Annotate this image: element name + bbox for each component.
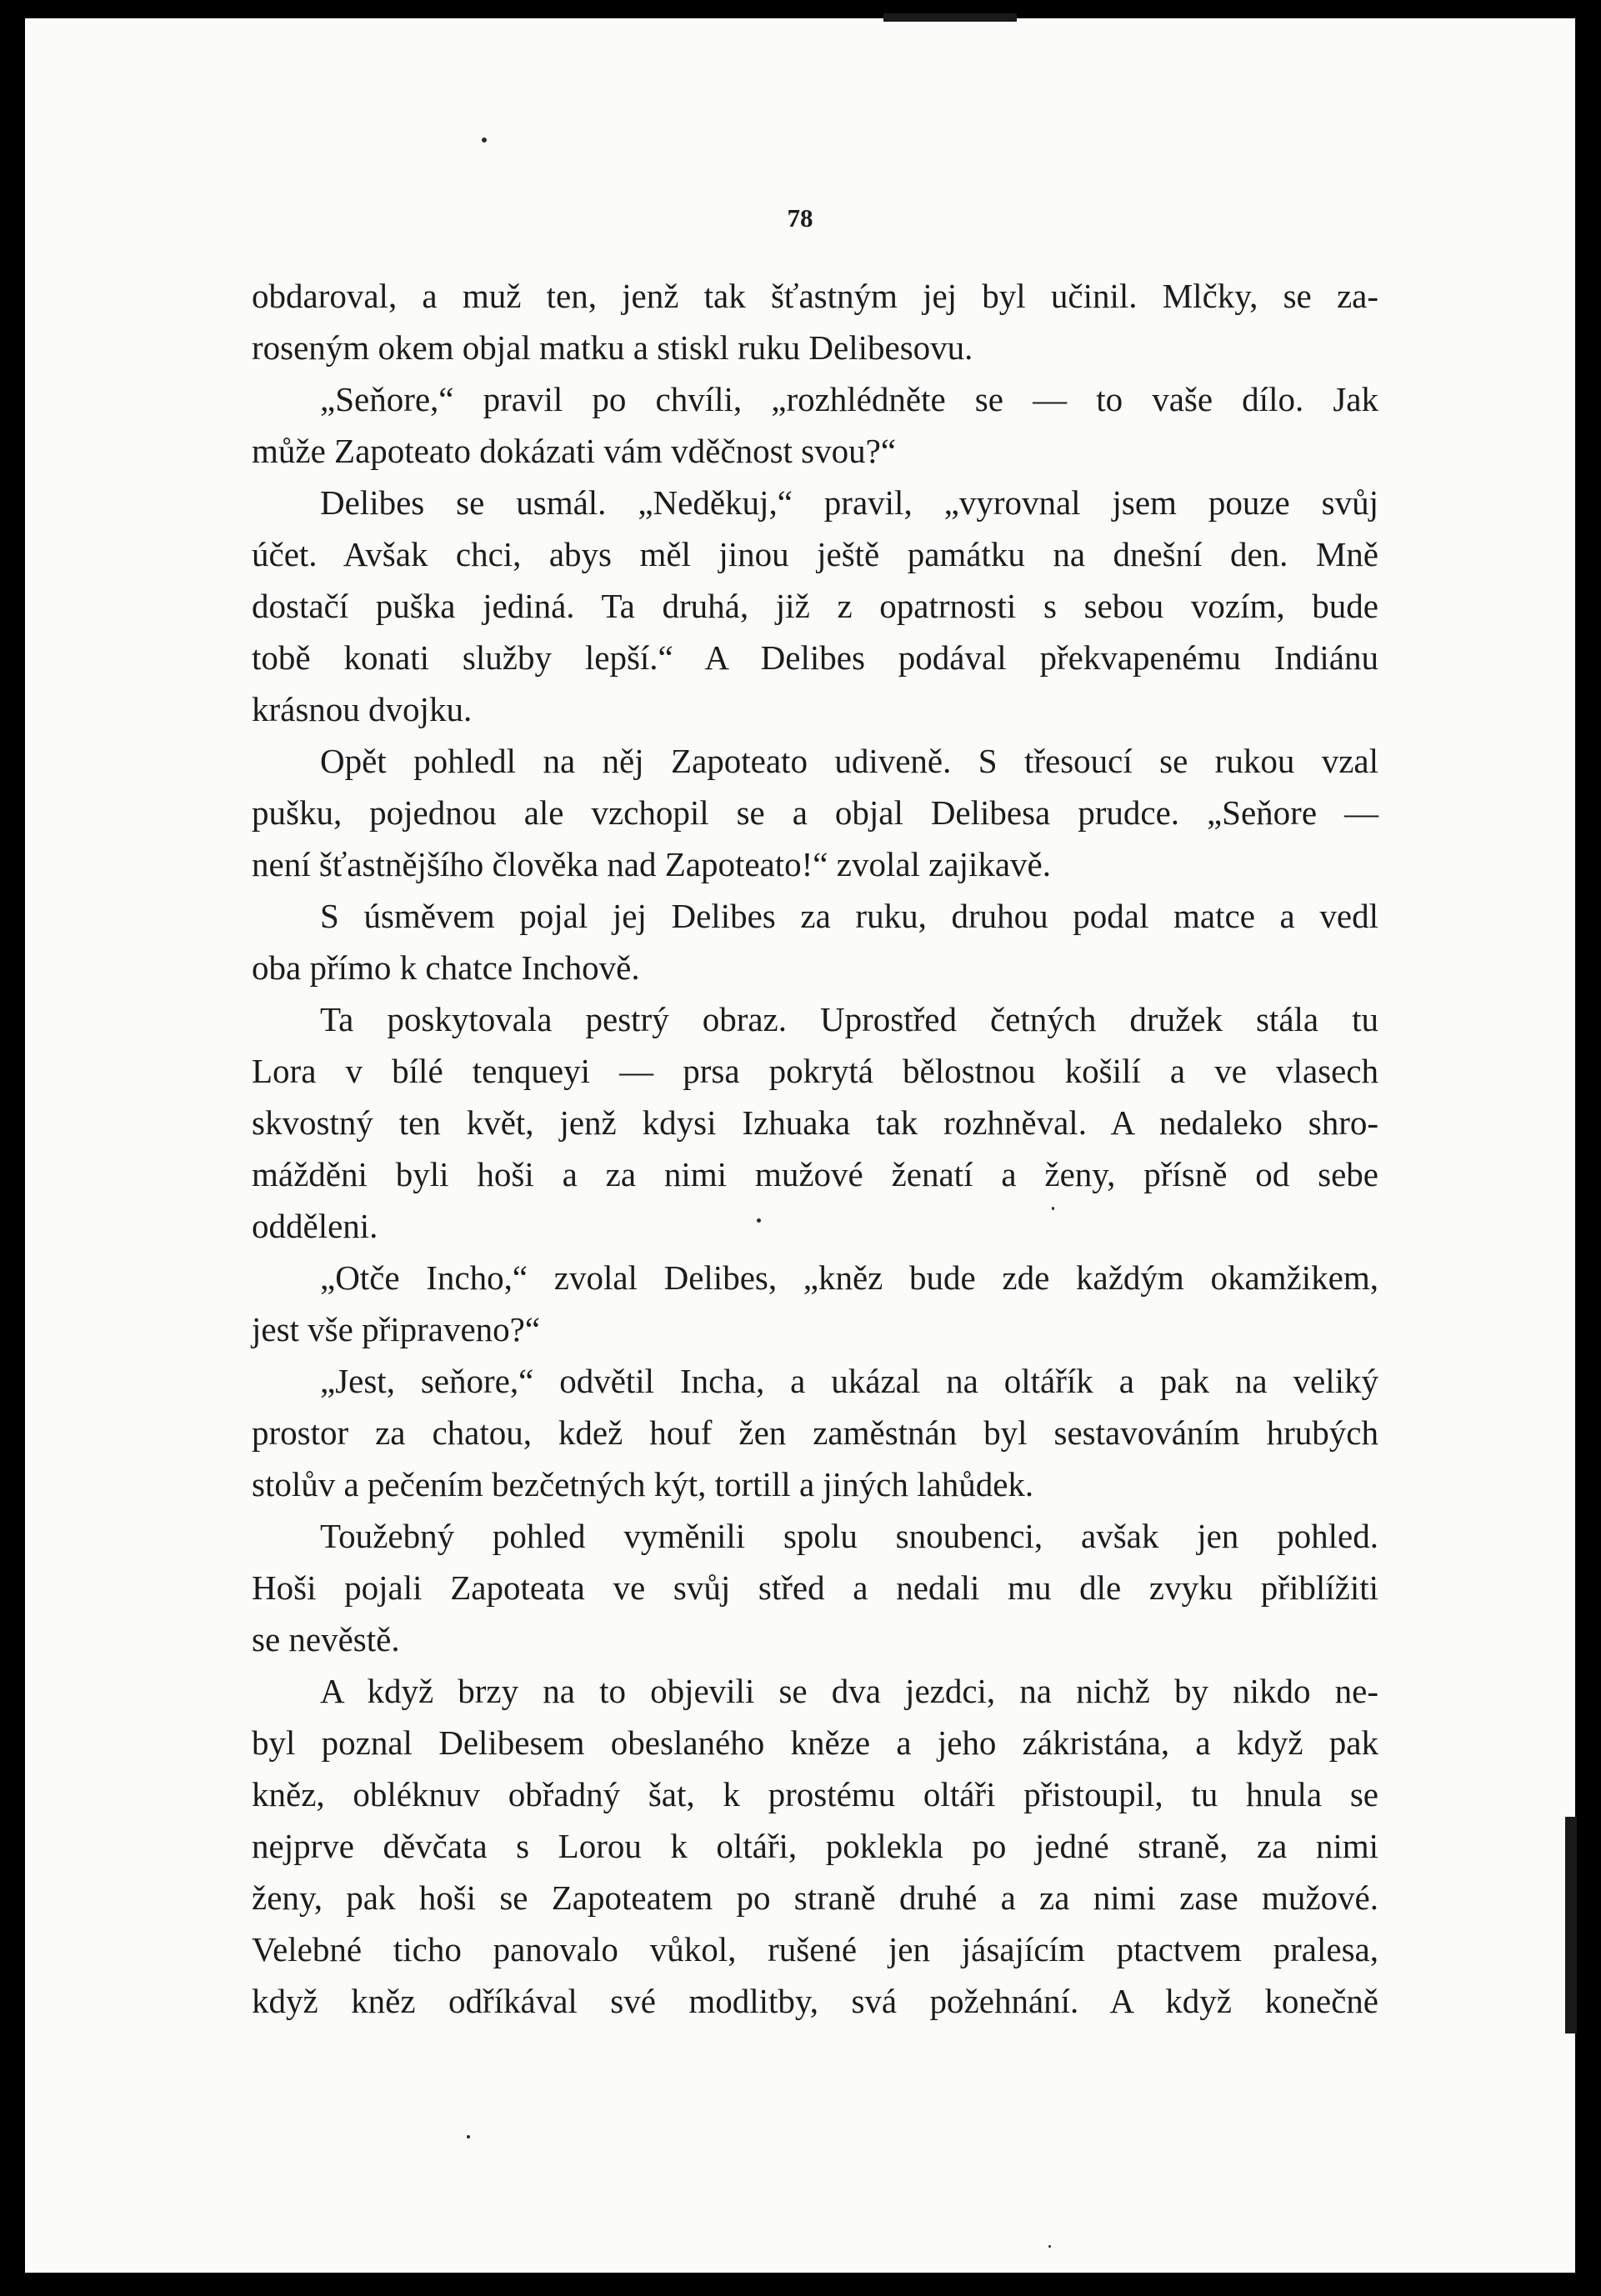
page-number: 78 (787, 203, 813, 233)
dust-speck (482, 138, 487, 143)
text-line: mážděni byli hoši a za nimi mužové ženatí a ženy, přísně od sebe (252, 1155, 1378, 1193)
text-line: Opět pohledl na něj Zapoteato udiveně. S třesoucí se rukou vzal (320, 742, 1378, 780)
text-line: A když brzy na to objevili se dva jezdci, na nichž by nikdo ne- (320, 1672, 1378, 1710)
text-line: byl poznal Delibesem obeslaného kněze a jeho zákristána, a když pak (252, 1723, 1378, 1762)
text-line: když kněz odříkával své modlitby, svá požehnání. A když konečně (252, 1982, 1378, 2020)
text-line: kněz, obléknuv obřadný šat, k prostému oltáři přistoupil, tu hnula se (252, 1775, 1378, 1813)
text-line: Hoši pojali Zapoteata ve svůj střed a nedali mu dle zvyku přiblížiti (252, 1568, 1378, 1607)
text-line: odděleni. (252, 1207, 378, 1245)
text-line: může Zapoteato dokázati vám vděčnost svou?“ (252, 432, 897, 470)
text-line: obdaroval, a muž ten, jenž tak šťastným jej byl učinil. Mlčky, se za- (252, 277, 1378, 315)
dust-speck (757, 1218, 761, 1223)
text-line: S úsměvem pojal jej Delibes za ruku, druhou podal matce a vedl (320, 897, 1378, 935)
dust-speck (1048, 2245, 1051, 2248)
text-line: oba přímo k chatce Inchově. (252, 948, 640, 987)
dust-speck (467, 2135, 470, 2138)
text-line: prostor za chatou, kdež houf žen zaměstnán byl sestavováním hrubých (252, 1413, 1378, 1452)
book-page (25, 18, 1575, 2273)
text-line: nejprve děvčata s Lorou k oltáři, poklekla po jedné straně, za nimi (252, 1827, 1378, 1865)
text-line: není šťastnějšího člověka nad Zapoteato!“ zvolal zajikavě. (252, 845, 1051, 883)
text-line: dostačí puška jediná. Ta druhá, již z opatrnosti s sebou vozím, bude (252, 587, 1378, 625)
text-line: Delibes se usmál. „Neděkuj,“ pravil, „vyrovnal jsem pouze svůj (320, 483, 1378, 522)
text-line: krásnou dvojku. (252, 690, 473, 728)
scan-edge-mark (883, 13, 1017, 22)
text-line: skvostný ten květ, jenž kdysi Izhuaka tak rozhněval. A nedaleko shro- (252, 1103, 1378, 1142)
text-line: účet. Avšak chci, abys měl jinou ještě památku na dnešní den. Mně (252, 535, 1378, 573)
text-line: Lora v bílé tenqueyi — prsa pokrytá bělostnou košilí a ve vlasech (252, 1052, 1378, 1090)
text-line: Toužebný pohled vyměnili spolu snoubenci, avšak jen pohled. (320, 1517, 1378, 1555)
text-line: Ta poskytovala pestrý obraz. Uprostřed četných družek stála tu (320, 1000, 1378, 1038)
text-line: stolův a pečením bezčetných kýt, tortill a jiných lahůdek. (252, 1465, 1034, 1503)
text-line: jest vše připraveno?“ (252, 1310, 541, 1348)
text-line: „Otče Incho,“ zvolal Delibes, „kněz bude zde každým okamžikem, (320, 1258, 1378, 1297)
text-line: se nevěstě. (252, 1620, 400, 1658)
text-line: pušku, pojednou ale vzchopil se a objal Delibesa prudce. „Seňore — (252, 793, 1378, 832)
text-line: Velebné ticho panovalo vůkol, rušené jen jásajícím ptactvem pralesa, (252, 1930, 1378, 1968)
dust-speck (1052, 1207, 1054, 1210)
text-line: „Seňore,“ pravil po chvíli, „rozhlédněte se — to vaše dílo. Jak (320, 380, 1378, 418)
text-line: ženy, pak hoši se Zapoteatem po straně druhé a za nimi zase mužové. (252, 1878, 1378, 1917)
text-line: roseným okem objal matku a stiskl ruku Delibesovu. (252, 328, 973, 367)
scan-edge-mark (1565, 1817, 1577, 2033)
text-line: tobě konati služby lepší.“ A Delibes podával překvapenému Indiánu (252, 638, 1378, 677)
text-line: „Jest, seňore,“ odvětil Incha, a ukázal na oltářík a pak na veliký (320, 1362, 1378, 1400)
body-text (252, 270, 1378, 2027)
